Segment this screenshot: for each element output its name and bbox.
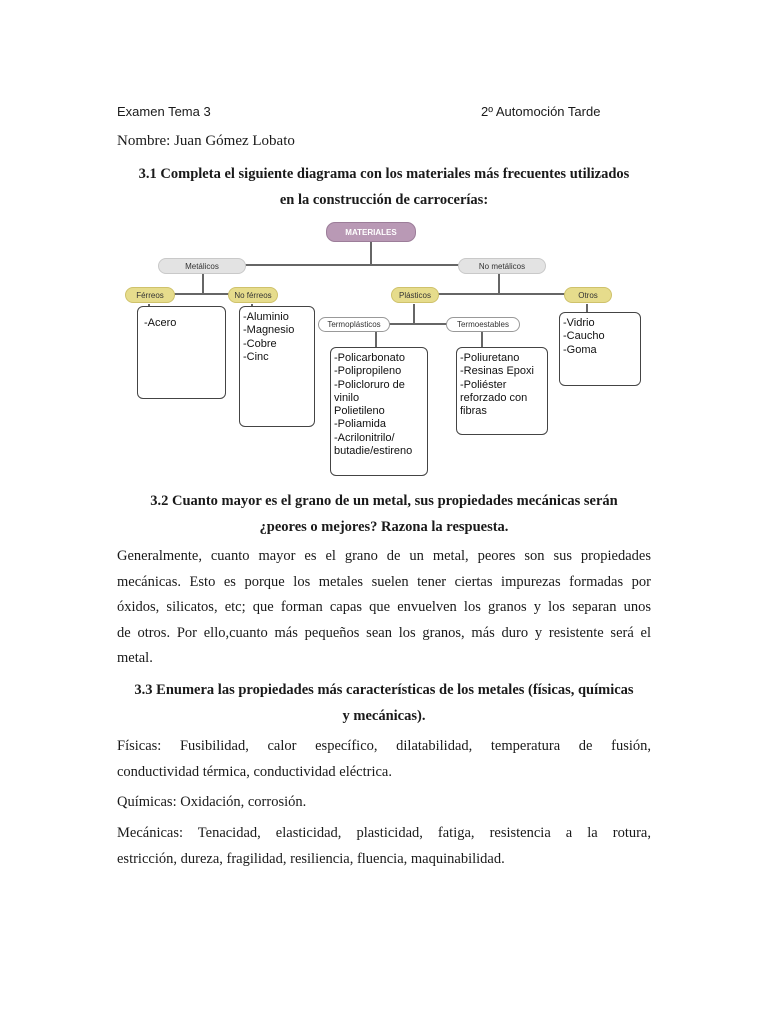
connector xyxy=(498,272,500,294)
connector xyxy=(370,240,372,265)
box-otros: -Vidrio -Caucho -Goma xyxy=(559,312,641,386)
exam-group: 2º Automoción Tarde xyxy=(481,104,601,119)
connector xyxy=(413,304,415,324)
exam-header xyxy=(117,104,651,122)
node-termoplasticos: Termoplásticos xyxy=(318,317,390,332)
node-plasticos: Plásticos xyxy=(391,287,439,303)
box-termoestables: -Poliuretano -Resinas Epoxi -Poliéster reforzado con fibras xyxy=(456,347,548,435)
connector xyxy=(375,330,377,347)
box-ferreos: -Acero xyxy=(137,306,226,399)
node-otros: Otros xyxy=(564,287,612,303)
node-ferreos: Férreos xyxy=(125,287,175,303)
connector xyxy=(202,272,204,294)
node-materiales: MATERIALES xyxy=(326,222,416,242)
answer-mecanicas: Mecánicas: Tenacidad, elasticidad, plasticidad, fatiga, resistencia a la rotura, estricción, dureza, fragilidad, resiliencia, fluencia, maquinabilidad. xyxy=(117,825,651,867)
exam-title: Examen Tema 3 xyxy=(117,104,211,119)
node-termoestables: Termoestables xyxy=(446,317,520,332)
connector xyxy=(481,330,483,347)
materials-diagram xyxy=(118,218,658,480)
answer-3-2: Generalmente, cuanto mayor es el grano de un metal, peores son sus propiedades mecánicas. Esto es porque los metales suelen tener ciertas impurezas formadas por óxidos, silicatos, etc; que forman capas que envuelven los granos y los separan unos de otros. Por ello,cuanto más pequeños sean los granos, más duro y resistente será el metal. xyxy=(117,548,651,666)
question-3-2: 3.2 Cuanto mayor es el grano de un metal, sus propiedades mecánicas serán ¿peores o mejores? Razona la respuesta. xyxy=(150,493,618,535)
answer-quimicas: Químicas: Oxidación, corrosión. xyxy=(117,794,307,810)
answer-fisicas: Físicas: Fusibilidad, calor específico, dilatabilidad, temperatura de fusión, conductividad térmica, conductividad eléctrica. xyxy=(117,738,651,780)
box-termoplasticos: -Policarbonato -Polipropileno -Policloruro de vinilo Polietileno -Poliamida -Acrilonitrilo/ butadie/estireno xyxy=(330,347,428,476)
node-metalicos: Metálicos xyxy=(158,258,246,274)
box-no-ferreos: -Aluminio -Magnesio -Cobre -Cinc xyxy=(239,306,315,427)
node-no-metalicos: No metálicos xyxy=(458,258,546,274)
student-name: Nombre: Juan Gómez Lobato xyxy=(117,133,295,149)
question-3-3: 3.3 Enumera las propiedades más características de los metales (físicas, químicas y mecánicas). xyxy=(134,682,634,724)
connector xyxy=(413,293,588,295)
node-no-ferreos: No férreos xyxy=(228,287,278,303)
question-3-1: 3.1 Completa el siguiente diagrama con los materiales más frecuentes utilizados en la construcción de carrocerías: xyxy=(138,166,630,208)
